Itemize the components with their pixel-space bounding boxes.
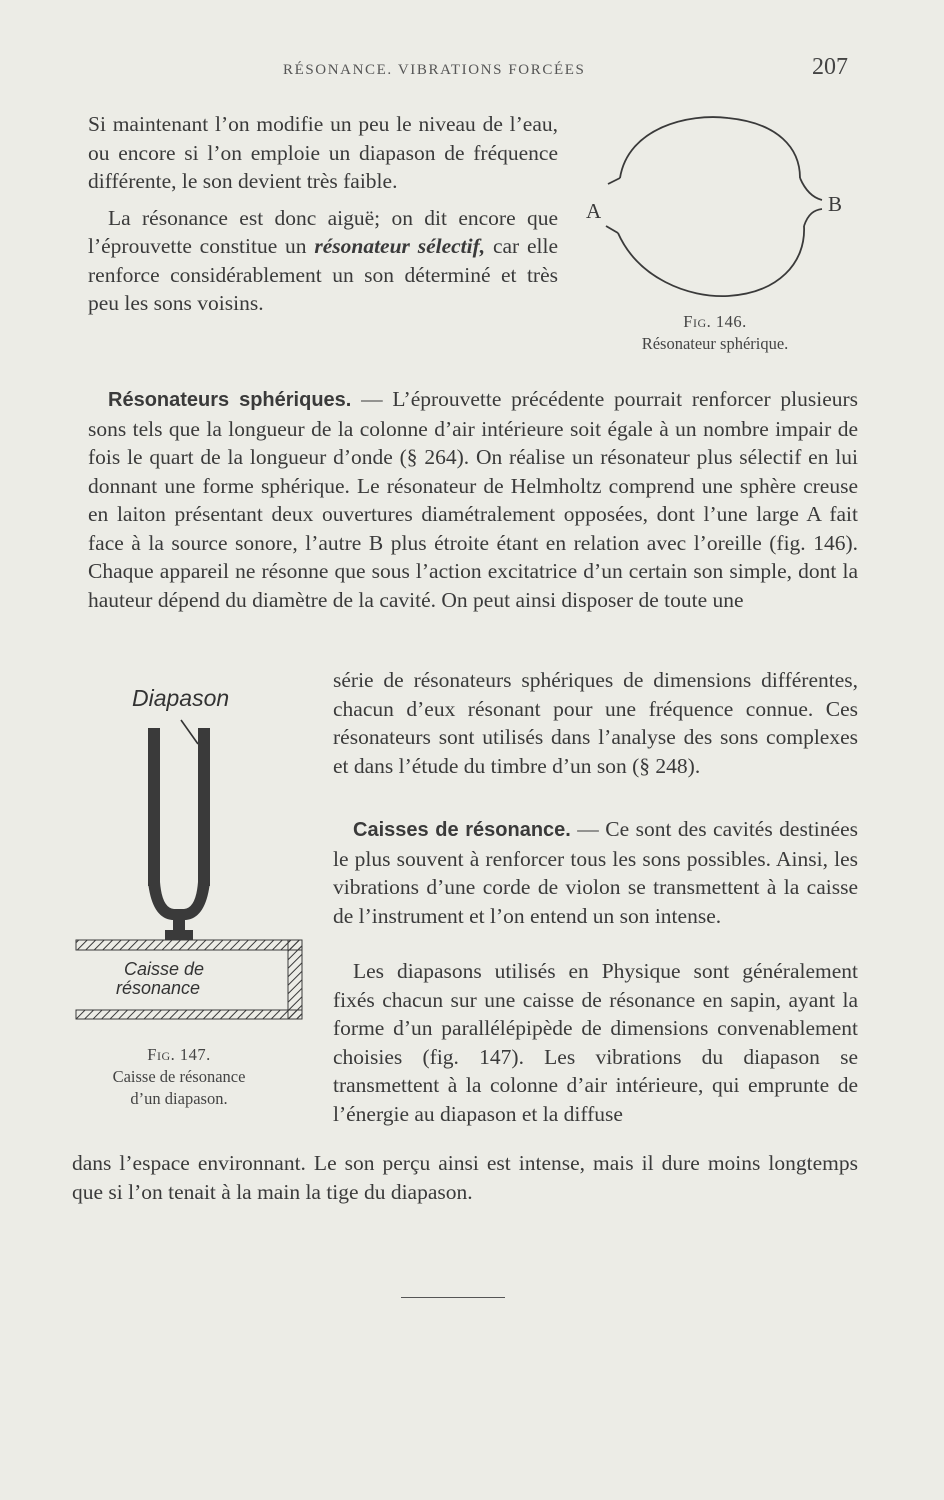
opening-b-lower-neck bbox=[804, 209, 822, 226]
figure-146-spherical-resonator bbox=[578, 108, 848, 308]
selective-term: résonateur sélectif, bbox=[314, 234, 486, 258]
page-number: 207 bbox=[812, 54, 848, 80]
sphere-upper-arc bbox=[620, 117, 800, 178]
paragraph-spherical bbox=[88, 385, 858, 614]
opening-b-upper-neck bbox=[800, 178, 822, 200]
end-rule bbox=[401, 1297, 505, 1298]
figure-147-caption-line1: Caisse de résonance bbox=[112, 1067, 246, 1086]
tuning-text-part2: dans l’espace environnant. Le son perçu ainsi est intense, mais il dure moins longtemps que si l’on tenait à la main la tige du diapason. bbox=[72, 1151, 858, 1204]
resonance-boxes-section bbox=[333, 815, 858, 930]
box-bottom-wall bbox=[76, 1010, 302, 1019]
opening-a-lower-lip bbox=[606, 226, 618, 233]
fork-bend bbox=[148, 882, 210, 920]
heading-resonance-boxes: Caisses de résonance. bbox=[353, 819, 571, 841]
figure-147-caption bbox=[64, 1044, 294, 1110]
heading-spherical-resonators: Résonateurs sphériques. bbox=[108, 389, 352, 411]
label-diapason: Diapason bbox=[132, 685, 230, 711]
paragraph-water-level: Si maintenant l’on modifie un peu le niveau de l’eau, ou encore si l’on emploie un diapason de fréquence différente, le son devient très faible. bbox=[88, 112, 558, 193]
spherical-continuation bbox=[333, 666, 858, 780]
selective-text-before: La résonance est donc aiguë; on dit encore que l’éprouvette constitue un bbox=[88, 205, 558, 258]
diapason-arrow bbox=[181, 720, 198, 744]
opening-a-upper-lip bbox=[608, 178, 620, 184]
box-end-wall bbox=[288, 940, 302, 1019]
label-box-line1: Caisse de bbox=[124, 959, 205, 979]
running-head: RÉSONANCE. VIBRATIONS FORCÉES bbox=[283, 62, 586, 78]
paragraph-selective bbox=[88, 204, 558, 318]
tuning-text-part1: Les diapasons utilisés en Physique sont généralement fixés chacun sur une caisse de résonance en sapin, ayant la forme d’un parallélépipède de dimensions convenablement choisies (fig. 147). Les vibrations du diapason se transmettent à la colonne d’air intérieure, qui emprunte de l’énergie au diapason et la diffuse bbox=[333, 959, 858, 1126]
label-b: B bbox=[828, 192, 843, 216]
tuning-fork bbox=[148, 728, 210, 940]
fork-left-tine bbox=[148, 728, 160, 886]
figure-146-caption bbox=[580, 311, 850, 355]
fork-base bbox=[165, 930, 193, 940]
selective-text-after: car elle renforce considérablement un son déterminé et très peu les sons voisins. bbox=[88, 234, 558, 315]
top-text-column bbox=[88, 110, 558, 318]
sphere-outline bbox=[606, 117, 822, 296]
label-box-line2: résonance bbox=[116, 978, 201, 998]
tuning-fork-section bbox=[333, 957, 858, 1128]
figure-146-number: Fig. 146. bbox=[683, 312, 747, 331]
paragraph-boxes bbox=[333, 815, 858, 930]
figure-147-tuning-fork-box bbox=[66, 672, 316, 1027]
boxes-text: — Ce sont des cavités destinées le plus souvent à renforcer tous les sons possibles. Ainsi, les vibrations d’une corde de violon se transmettent à la caisse de l’instrument et l’on entend un son intense. bbox=[333, 817, 858, 928]
sphere-lower-arc bbox=[618, 226, 804, 296]
figure-147-number: Fig. 147. bbox=[147, 1045, 211, 1064]
box-top-wall bbox=[76, 940, 302, 950]
label-a: A bbox=[586, 199, 602, 223]
spherical-text-part2: série de résonateurs sphériques de dimensions différentes, chacun d’eux résonant pour une fréquence connue. Ces résonateurs sont utilisés dans l’analyse des sons complexes et dans l’étude du timbre d’un son (§ 248). bbox=[333, 668, 858, 778]
fork-right-tine bbox=[198, 728, 210, 886]
figure-147-caption-line2: d’un diapason. bbox=[130, 1089, 228, 1108]
figure-146-caption-text: Résonateur sphérique. bbox=[641, 334, 789, 353]
spherical-text-part1: — L’éprouvette précédente pourrait renforcer plusieurs sons tels que la longueur de la colonne d’air intérieure soit égale à un nombre impair de fois le quart de la longueur d’onde (§ 264). On réalise un résonateur plus sélectif en lui donnant une forme sphérique. Le résonateur de Helmholtz comprend une sphère creuse en laiton présentant deux ouvertures diamétralement opposées, dont l’une large A fait face à la source sonore, l’autre B plus étroite étant en relation avec l’oreille (fig. 146). Chaque appareil ne résonne que sous l’action excitatrice d’un certain son simple, dont la hauteur dépend du diamètre de la cavité. On peut ainsi disposer de toute une bbox=[88, 387, 859, 612]
spherical-resonators-section bbox=[88, 385, 858, 614]
tuning-fork-conclusion bbox=[72, 1149, 858, 1206]
